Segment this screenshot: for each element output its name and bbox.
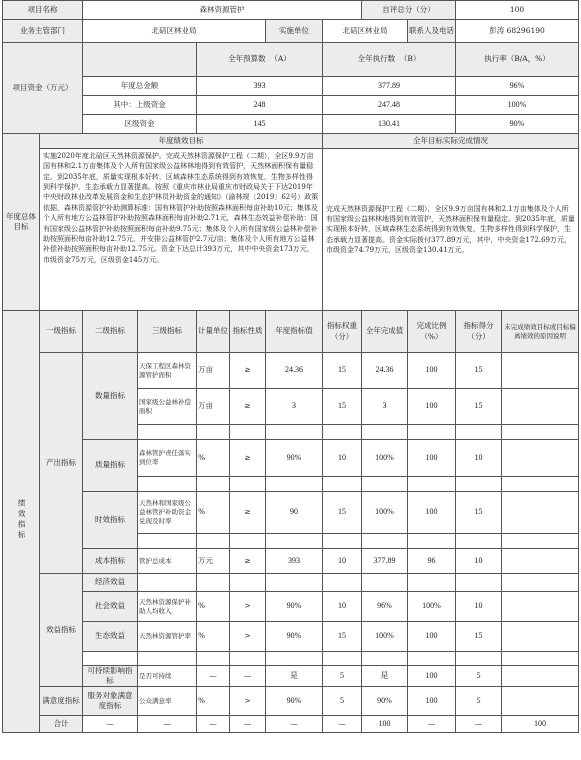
impl-unit: 北碚区林业局 — [323, 20, 408, 43]
fund-rate: 100% — [456, 96, 579, 115]
actual-text: 完成天然林资源保护工程（二期），全区9.9万亩国有林和2.1万亩集体及个人所有国家级公益林林地得到有效管护，天然林面积保有量稳定。到2035年底，质量实现根本好转，区域森林生态系统得到有效恢复，生物多样性得到科学保护，生态承载力显著提高。资金实际拨付377.89万元，其中，中央资金172.69万元，市级资金74.79万元，区级资金130.41万元。 — [323, 149, 579, 311]
level2-cell: 数量指标 — [83, 353, 138, 440]
item-target: 3 — [266, 389, 323, 425]
funds-label: 项目资金（万元） — [3, 43, 83, 134]
item-score: 15 — [456, 492, 502, 534]
indicator-row — [3, 592, 579, 622]
indicator-row — [3, 549, 579, 574]
item-target: 24.36 — [266, 353, 323, 389]
fund-name: 其中：上级资金 — [83, 96, 197, 115]
funds-corner — [83, 43, 197, 77]
item-target: 90% — [266, 592, 323, 622]
item-nature: > — [230, 622, 266, 652]
item-ratio: 100 — [408, 492, 456, 534]
fund-budget: 248 — [197, 96, 323, 115]
col-header: 一级指标 — [40, 311, 83, 353]
item-ratio: 100 — [408, 622, 456, 652]
goals-header-row — [3, 134, 579, 149]
total-dash: — — [323, 716, 362, 733]
total-dash: — — [83, 716, 138, 733]
item-ratio: 96 — [408, 549, 456, 574]
total-weight: 100 — [362, 716, 408, 733]
item-nature: — — [230, 666, 266, 687]
item-name: 森林管护责任落实到位率 — [138, 440, 197, 477]
item-score: 10 — [456, 592, 502, 622]
fund-budget: 145 — [197, 115, 323, 134]
item-nature: ≥ — [230, 440, 266, 477]
indicator-empty-row — [3, 574, 579, 592]
item-actual: 3 — [362, 389, 408, 425]
item-weight: 10 — [323, 592, 362, 622]
self-score-label: 自评总分（分） — [362, 1, 456, 20]
item-name: 天然林资源保护补助人均收入 — [138, 592, 197, 622]
item-name: 公众满意率 — [138, 687, 197, 716]
col-header: 指标性质 — [230, 311, 266, 353]
item-nature: ≥ — [230, 353, 266, 389]
table-body — [3, 1, 579, 733]
fund-name: 区级资金 — [83, 115, 197, 134]
item-ratio: 100 — [408, 440, 456, 477]
item-actual: 是 — [362, 666, 408, 687]
level2-cell: 服务对象满意度指标 — [83, 687, 138, 716]
indicator-header-row — [3, 311, 579, 353]
total-score: 100 — [502, 716, 579, 733]
item-nature: ≥ — [230, 492, 266, 534]
indicator-empty-row — [3, 652, 579, 666]
item-unit: % — [197, 492, 230, 534]
level2-cell: 社会效益 — [83, 592, 138, 622]
item-weight: 5 — [323, 666, 362, 687]
fund-rate: 90% — [456, 115, 579, 134]
item-score: 10 — [456, 549, 502, 574]
item-target: 90% — [266, 440, 323, 477]
item-nature: > — [230, 687, 266, 716]
fund-exec: 130.41 — [323, 115, 456, 134]
item-actual: 96% — [362, 592, 408, 622]
fund-name: 年度总金额 — [83, 77, 197, 96]
total-row — [3, 716, 579, 733]
item-name: 是否可持续 — [138, 666, 197, 687]
indicator-row — [3, 622, 579, 652]
total-label: 合计 — [40, 716, 83, 733]
total-dash: — — [230, 716, 266, 733]
impl-unit-label: 实施单位 — [266, 20, 323, 43]
item-unit: % — [197, 687, 230, 716]
item-ratio: 100 — [408, 666, 456, 687]
indicator-row — [3, 666, 579, 687]
level1-cell: 满意度指标 — [40, 687, 83, 716]
item-score: 5 — [456, 687, 502, 716]
col-header: 三级指标 — [138, 311, 197, 353]
level2-cell: 成本指标 — [83, 549, 138, 574]
item-reason — [502, 353, 579, 389]
item-unit: % — [197, 440, 230, 477]
level1-cell: 产出指标 — [40, 353, 83, 574]
dept: 北碚区林业局 — [83, 20, 266, 43]
item-actual: 377.89 — [362, 549, 408, 574]
item-reason — [502, 687, 579, 716]
fund-exec: 377.89 — [323, 77, 456, 96]
level1-cell: 效益指标 — [40, 574, 83, 687]
target-text: 实施2020年度北碚区天然林资源保护。完成天然林资源保护工程（二期），全区9.9万亩国有林和2.1万亩集体及个人所有国家级公益林林地得到有效管护，天然林面积保有量稳定。到2035年底，质量实现根本好转，区域森林生态系统得到有效恢复，生物多样性得到科学保护，生态承载力显著提高。按照《重庆市林业局重庆市财政局关于下达2019年中央财政林业改革发展资金和生态护林员补助资金的通知》（渝林规〔2019〕62号）政策依据，森林资源管护补助测算标准：国有林管护补助按照森林面积每亩补助10元；集体及个人所有地方公益林管护补助按照森林面积每亩补助2.71元，森林生态效益补偿补助：国有国家级公益林管护补助按照面积每亩补助9.75元；集体及个人所有国家级公益林补偿补助按照面积每亩补助12.75元，并安排公益林管护2.7元/亩；集体及个人所有地方公益林补偿补助按照面积每亩补助12.75元。资金下达总计393万元，其中中央资金173万元，市级资金75万元，区级资金145万元。 — [40, 149, 323, 311]
item-unit: 万亩 — [197, 353, 230, 389]
contact-label: 联系人及电话 — [408, 20, 456, 43]
total-dash: — — [197, 716, 230, 733]
item-name: 管护总成本 — [138, 549, 197, 574]
self-score: 100 — [456, 1, 579, 20]
col-header: 全年完成值 — [362, 311, 408, 353]
item-actual: 24.36 — [362, 353, 408, 389]
performance-evaluation-table — [2, 0, 579, 733]
indicator-row — [3, 687, 579, 716]
item-score: 5 — [456, 666, 502, 687]
funds-row — [3, 96, 579, 115]
col-exec-label: 全年执行数 — [357, 54, 396, 64]
item-name: 天保工程区森林资源管护面积 — [138, 353, 197, 389]
level2-cell: 质量指标 — [83, 440, 138, 492]
item-weight: 5 — [323, 687, 362, 716]
col-budget-label: 全年预算数 — [228, 54, 266, 64]
total-dash: — — [266, 716, 323, 733]
col-budget-code: （A） — [270, 54, 291, 64]
item-weight: 10 — [323, 549, 362, 574]
funds-row — [3, 115, 579, 134]
item-target: 393 — [266, 549, 323, 574]
item-unit: 万亩 — [197, 389, 230, 425]
col-header: 年度指标值 — [266, 311, 323, 353]
fund-budget: 393 — [197, 77, 323, 96]
item-target: 90% — [266, 687, 323, 716]
item-reason — [502, 592, 579, 622]
indicator-section-label: 绩效指标 — [3, 311, 40, 733]
total-dash: — — [456, 716, 502, 733]
header-row-2 — [3, 20, 579, 43]
fund-exec: 247.48 — [323, 96, 456, 115]
col-exec — [323, 43, 456, 77]
item-score: 10 — [456, 440, 502, 477]
item-actual: 100% — [362, 492, 408, 534]
item-ratio: 100% — [408, 592, 456, 622]
item-reason — [502, 389, 579, 425]
item-nature: ≥ — [230, 389, 266, 425]
total-dash: — — [138, 716, 197, 733]
item-score: 15 — [456, 353, 502, 389]
item-weight: 10 — [323, 440, 362, 477]
dept-label: 业务主管部门 — [3, 20, 83, 43]
goals-label: 年度总体目标 — [3, 134, 40, 311]
item-ratio: 100 — [408, 389, 456, 425]
item-reason — [502, 622, 579, 652]
item-unit: — — [197, 666, 230, 687]
col-rate: 执行率（B/A，%） — [456, 43, 579, 77]
level2-cell: 经济效益 — [83, 574, 138, 592]
project-name: 森林资源管护 — [83, 1, 362, 20]
item-weight: 15 — [323, 492, 362, 534]
total-dash: — — [408, 716, 456, 733]
col-budget — [197, 43, 323, 77]
item-ratio: 100 — [408, 687, 456, 716]
item-unit: 万元 — [197, 549, 230, 574]
item-reason — [502, 549, 579, 574]
item-target: 是 — [266, 666, 323, 687]
item-reason — [502, 440, 579, 477]
item-name: 天然林和国家级公益林管护补助资金兑现及时率 — [138, 492, 197, 534]
item-score: 15 — [456, 622, 502, 652]
project-name-label: 项目名称 — [3, 1, 83, 20]
goals-text-row — [3, 149, 579, 311]
col-header: 指标得分（分） — [456, 311, 502, 353]
col-header: 指标权重（分） — [323, 311, 362, 353]
funds-row — [3, 77, 579, 96]
item-name: 国家级公益林补偿面积 — [138, 389, 197, 425]
col-header: 二级指标 — [83, 311, 138, 353]
item-reason — [502, 492, 579, 534]
item-unit: % — [197, 622, 230, 652]
item-target: 90% — [266, 622, 323, 652]
col-header: 完成比例（%） — [408, 311, 456, 353]
level2-cell: 时效指标 — [83, 492, 138, 549]
item-weight: 15 — [323, 389, 362, 425]
item-ratio: 100 — [408, 353, 456, 389]
indicator-row — [3, 440, 579, 477]
col-header: 计量单位 — [197, 311, 230, 353]
col-target: 年度绩效目标 — [40, 134, 323, 149]
contact-value: 彭涛 68296190 — [456, 20, 579, 43]
item-actual: 100% — [362, 440, 408, 477]
item-reason — [502, 666, 579, 687]
col-header: 未完成绩效目标或目标偏离绩效的原因说明 — [502, 311, 579, 353]
level2-cell: 可持续影响指标 — [83, 666, 138, 687]
item-actual: 90% — [362, 687, 408, 716]
level2-cell: 生态效益 — [83, 622, 138, 652]
item-nature: ≥ — [230, 549, 266, 574]
indicator-row — [3, 492, 579, 534]
item-actual: 100% — [362, 622, 408, 652]
fund-rate: 96% — [456, 77, 579, 96]
item-weight: 15 — [323, 622, 362, 652]
funds-header-row — [3, 43, 579, 77]
item-score: 15 — [456, 389, 502, 425]
col-actual: 全年目标实际完成情况 — [323, 134, 579, 149]
item-name: 天然林资源管护率 — [138, 622, 197, 652]
item-target: 90 — [266, 492, 323, 534]
item-unit: % — [197, 592, 230, 622]
item-weight: 15 — [323, 353, 362, 389]
item-nature: > — [230, 592, 266, 622]
col-exec-code: （B） — [399, 54, 421, 64]
header-row-1 — [3, 1, 579, 20]
indicator-row — [3, 353, 579, 389]
